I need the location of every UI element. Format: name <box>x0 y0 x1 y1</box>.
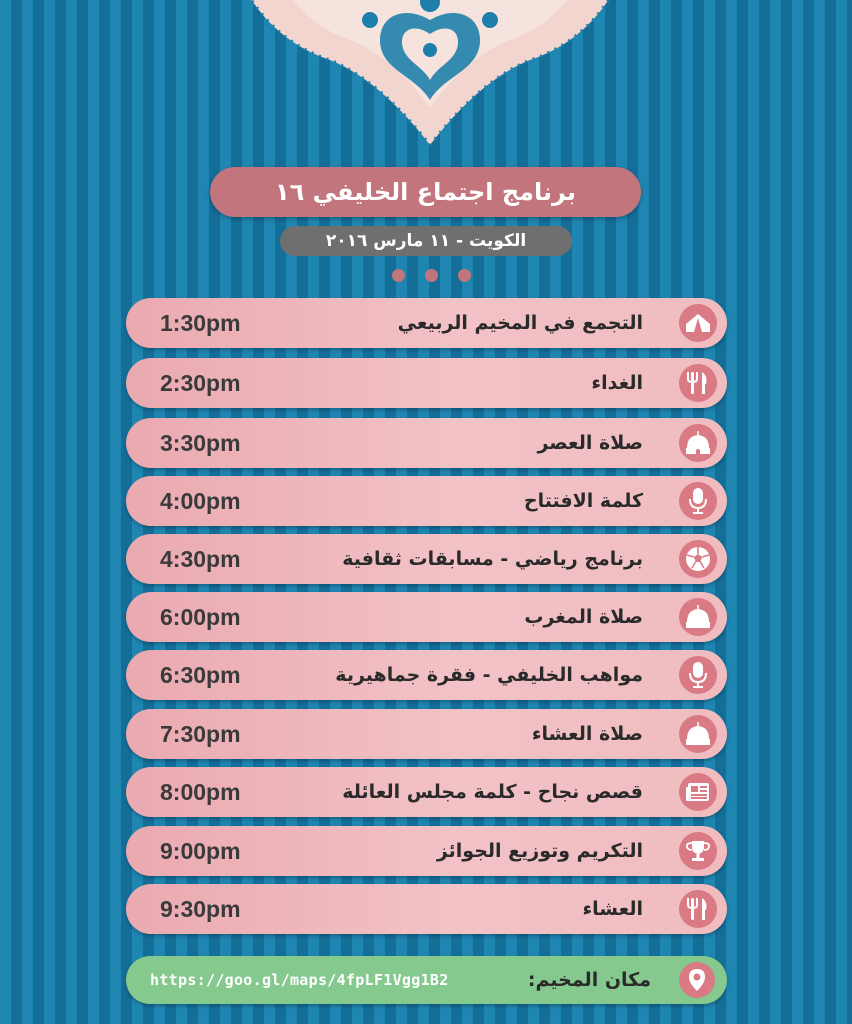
schedule-time: 1:30pm <box>160 310 241 336</box>
fork-knife-icon <box>679 364 717 402</box>
date-location-text: الكويت - ١١ مارس ٢٠١٦ <box>325 231 527 251</box>
page-title-text: برنامج اجتماع الخليفي ١٦ <box>275 178 576 206</box>
schedule-row <box>126 534 727 584</box>
schedule-label: صلاة العشاء <box>531 723 643 745</box>
schedule-time: 4:30pm <box>160 546 241 572</box>
dot <box>458 269 471 282</box>
schedule-label: كلمة الافتتاح <box>523 490 643 512</box>
schedule-time: 6:00pm <box>160 604 241 630</box>
schedule-time: 7:30pm <box>160 721 241 747</box>
ornament-graphic <box>230 0 630 145</box>
schedule-time: 3:30pm <box>160 430 241 456</box>
mosque-icon <box>679 715 717 753</box>
schedule-row <box>126 592 727 642</box>
schedule-label: الغداء <box>591 372 643 394</box>
fork-knife-icon <box>679 890 717 928</box>
soccer-ball-icon <box>679 540 717 578</box>
tent-icon <box>679 304 717 342</box>
mosque-icon <box>679 598 717 636</box>
schedule-row <box>126 650 727 700</box>
decorative-dots <box>392 269 472 283</box>
schedule-time: 9:00pm <box>160 838 241 864</box>
schedule-row <box>126 476 727 526</box>
trophy-icon <box>679 832 717 870</box>
location-link[interactable]: https://goo.gl/maps/4fpLF1Vgg1B2 <box>150 971 449 989</box>
schedule-row <box>126 767 727 817</box>
schedule-row <box>126 298 727 348</box>
schedule-label: التجمع في المخيم الربيعي <box>397 312 643 334</box>
schedule-label: صلاة المغرب <box>524 606 643 628</box>
dot <box>425 269 438 282</box>
map-pin-icon <box>679 962 715 998</box>
schedule-row <box>126 358 727 408</box>
schedule-time: 8:00pm <box>160 779 241 805</box>
microphone-icon <box>679 656 717 694</box>
schedule-row <box>126 709 727 759</box>
schedule-label: العشاء <box>582 898 643 920</box>
location-row <box>126 956 727 1004</box>
schedule-label: مواهب الخليفي - فقرة جماهيرية <box>335 664 643 686</box>
schedule-row <box>126 826 727 876</box>
schedule-label: برنامج رياضي - مسابقات ثقافية <box>342 548 643 570</box>
schedule-label: قصص نجاح - كلمة مجلس العائلة <box>342 781 643 803</box>
schedule-time: 4:00pm <box>160 488 241 514</box>
newspaper-icon <box>679 773 717 811</box>
schedule-row <box>126 418 727 468</box>
location-label: مكان المخيم: <box>527 969 651 991</box>
schedule-time: 2:30pm <box>160 370 241 396</box>
mosque-icon <box>679 424 717 462</box>
page-title <box>210 167 641 217</box>
schedule-label: التكريم وتوزيع الجوائز <box>436 840 643 862</box>
date-location-badge <box>280 226 572 256</box>
schedule-label: صلاة العصر <box>537 432 643 454</box>
schedule-time: 6:30pm <box>160 662 241 688</box>
schedule-time: 9:30pm <box>160 896 241 922</box>
dot <box>392 269 405 282</box>
microphone-icon <box>679 482 717 520</box>
schedule-row <box>126 884 727 934</box>
